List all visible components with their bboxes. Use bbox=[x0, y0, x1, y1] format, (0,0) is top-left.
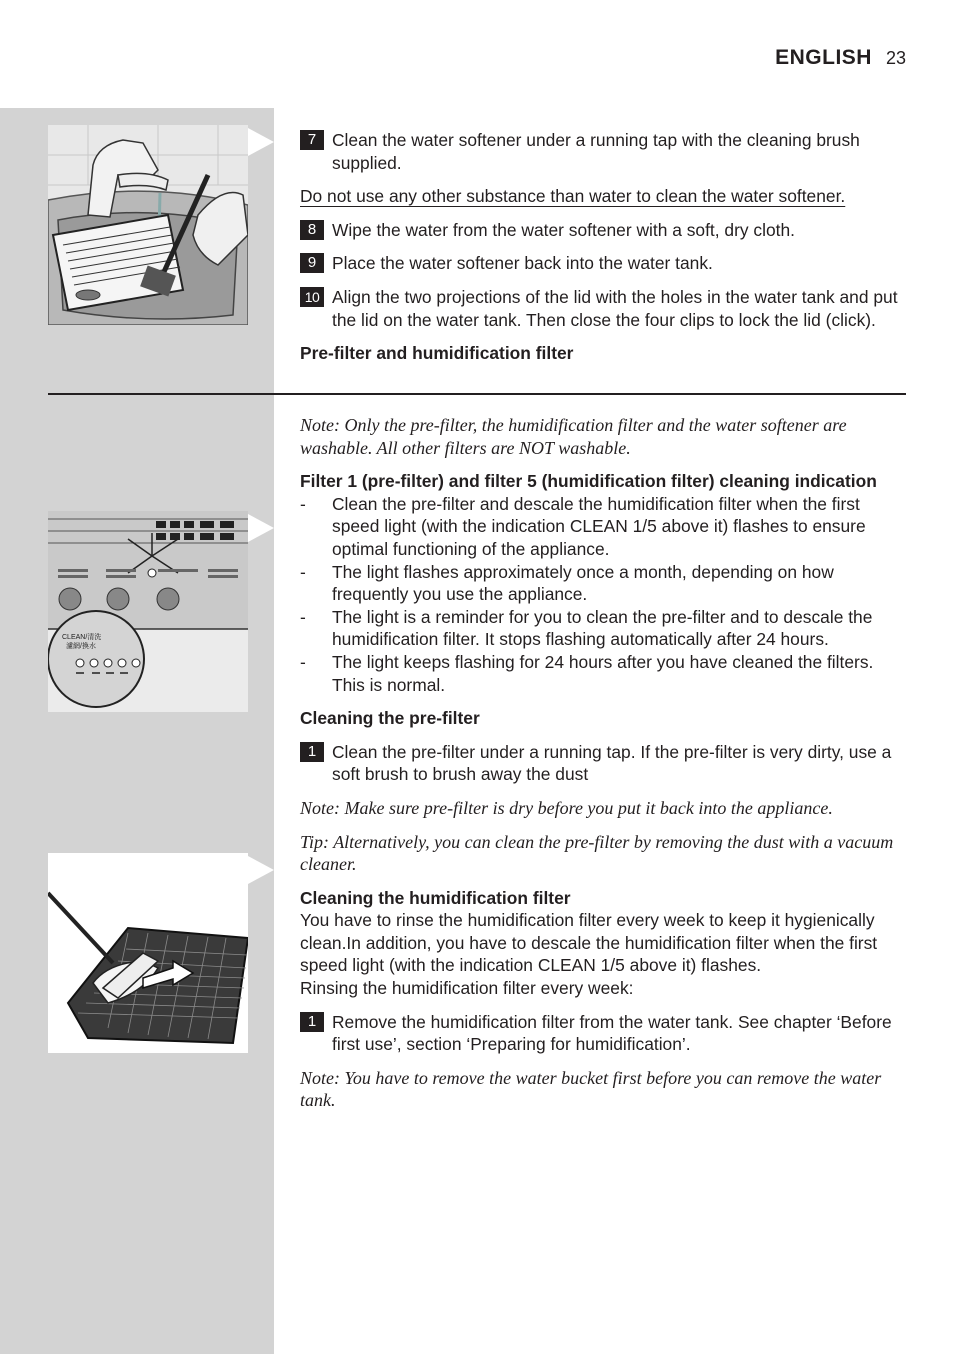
prefilter-step-1 bbox=[300, 741, 906, 786]
step-text: Clean the pre-filter under a running tap. If the pre-filter is very dirty, use a soft brush to brush away the dust bbox=[332, 741, 892, 785]
step-text: Place the water softener back into the water tank. bbox=[332, 253, 713, 274]
section-water-softener bbox=[300, 129, 906, 365]
step-text: Clean the water softener under a running tap with the cleaning brush supplied. bbox=[332, 130, 860, 173]
step-10 bbox=[300, 286, 906, 331]
panel-clean-label-2: 濾網/換水 bbox=[66, 643, 96, 650]
language-label: ENGLISH bbox=[775, 46, 872, 69]
step-7 bbox=[300, 129, 906, 174]
figure-pointer bbox=[248, 128, 274, 156]
step-number: 7 bbox=[300, 130, 324, 150]
page-header bbox=[775, 46, 906, 70]
rinsing-line: Rinsing the humidification filter every week: bbox=[300, 978, 634, 999]
note-washable: Note: Only the pre-filter, the humidification filter and the water softener are washable. All other filters are NOT washable. bbox=[300, 415, 847, 458]
note-dry: Note: Make sure pre-filter is dry before you put it back into the appliance. bbox=[300, 797, 833, 818]
note-water-bucket: Note: You have to remove the water bucket first before you can remove the water tank. bbox=[300, 1067, 882, 1111]
prefilter-heading: Cleaning the pre-filter bbox=[300, 708, 480, 729]
warning-text: Do not use any other substance than water to clean the water softener. bbox=[300, 186, 846, 207]
section-divider bbox=[48, 393, 906, 395]
bullet-text: The light is a reminder for you to clean the pre-filter and to descale the humidification filter. It stops flashing automatically after 24 hours. bbox=[332, 606, 873, 650]
section-heading: Pre-filter and humidification filter bbox=[300, 343, 574, 364]
bullet-mark: - bbox=[300, 493, 306, 514]
humidification-step-1 bbox=[300, 1011, 906, 1056]
panel-clean-label: CLEAN/清洗 bbox=[62, 634, 102, 641]
tap-cleaning-illustration bbox=[48, 125, 248, 325]
figure-pointer bbox=[248, 856, 274, 884]
step-number: 9 bbox=[300, 253, 324, 273]
step-8 bbox=[300, 219, 906, 242]
tip-vacuum: Tip: Alternatively, you can clean the pre-filter by removing the dust with a vacuum cleaner. bbox=[300, 831, 894, 875]
step-number: 10 bbox=[300, 287, 324, 307]
bullet-item bbox=[300, 606, 906, 651]
humidification-paragraph: You have to rinse the humidification filter every week to keep it hygienically clean.In addition, you have to descale the humidification filter when the first speed light (with the indication CLEAN 1/5 above it) flashes. bbox=[300, 910, 878, 976]
control-panel-illustration bbox=[48, 511, 248, 712]
step-text: Wipe the water from the water softener with a soft, dry cloth. bbox=[332, 219, 795, 240]
page-number: 23 bbox=[885, 48, 906, 68]
section-filters bbox=[300, 414, 906, 1112]
step-number: 8 bbox=[300, 220, 324, 240]
bullet-item bbox=[300, 561, 906, 606]
bullet-item bbox=[300, 651, 906, 696]
indication-heading: Filter 1 (pre-filter) and filter 5 (humidification filter) cleaning indication bbox=[300, 471, 877, 492]
bullet-text: Clean the pre-filter and descale the humidification filter when the first speed light (with the indication CLEAN 1/5 above it) flashes to ensure optimal functioning of the appliance. bbox=[332, 493, 866, 559]
bullet-mark: - bbox=[300, 606, 306, 627]
vacuum-prefilter-illustration bbox=[48, 853, 248, 1053]
bullet-mark: - bbox=[300, 561, 306, 582]
step-number: 1 bbox=[300, 742, 324, 762]
bullet-text: The light flashes approximately once a month, depending on how frequently you use the appliance. bbox=[332, 561, 834, 605]
humidification-heading: Cleaning the humidification filter bbox=[300, 887, 571, 908]
step-text: Remove the humidification filter from the water tank. See chapter ‘Before first use’, section ‘Preparing for humidification’. bbox=[332, 1011, 892, 1055]
step-9 bbox=[300, 252, 906, 275]
step-number: 1 bbox=[300, 1012, 324, 1032]
bullet-mark: - bbox=[300, 651, 306, 672]
bullet-text: The light keeps flashing for 24 hours after you have cleaned the filters. This is normal. bbox=[332, 651, 874, 695]
bullet-item bbox=[300, 493, 906, 561]
figure-pointer bbox=[248, 514, 274, 542]
step-text: Align the two projections of the lid with the holes in the water tank and put the lid on the water tank. Then close the four clips to lock the lid (click). bbox=[332, 286, 898, 330]
